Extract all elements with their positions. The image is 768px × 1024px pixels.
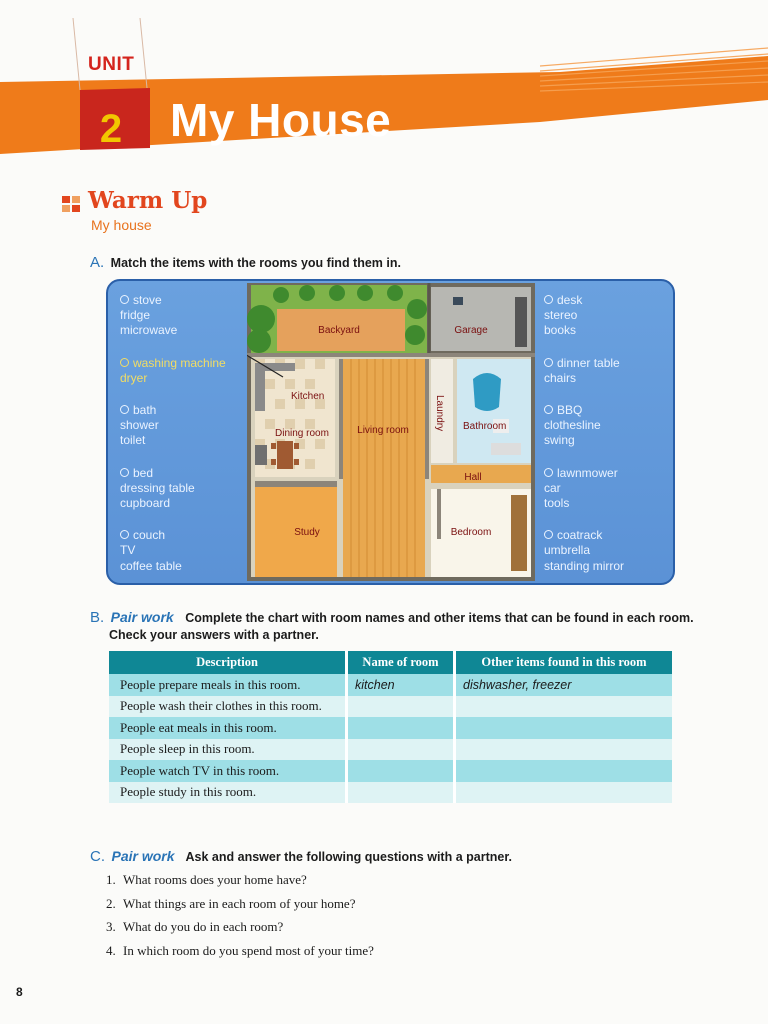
table-header-room: Name of room (347, 651, 455, 674)
item-label (544, 559, 675, 574)
question-text: What do you do in each room? (123, 919, 284, 935)
left-item-list (120, 293, 255, 585)
item-text: desk (557, 293, 583, 307)
question-number: 1. (106, 872, 116, 887)
item-text: lawnmower (557, 465, 618, 480)
question-text: What rooms does your home have? (123, 872, 307, 887)
item-text: stove (133, 293, 162, 307)
exercise-a-letter: A. (90, 254, 105, 271)
item-text: tools (544, 496, 570, 511)
item-text: swing (544, 433, 575, 448)
unit-banner (0, 18, 768, 158)
question-number: 2. (106, 895, 116, 911)
description-cell: People wash their clothes in this room. (109, 696, 347, 718)
bullet-icon (544, 295, 553, 304)
table-header-items: Other items found in this room (455, 651, 673, 674)
item-label (120, 433, 255, 448)
bullet-icon (120, 530, 129, 539)
item-text: umbrella (544, 543, 591, 558)
room-label-living-room: Living room (357, 425, 409, 436)
table-row (109, 696, 672, 718)
unit-number: 2 (99, 107, 123, 151)
bullet-icon (544, 358, 553, 367)
exercise-a-instruction: Match the items with the rooms you find them in. (110, 256, 401, 270)
item-label (120, 559, 255, 574)
item-label (120, 418, 255, 433)
description-cell: People prepare meals in this room. (109, 674, 347, 696)
table-row (109, 717, 672, 739)
item-label (120, 371, 255, 386)
description-cell: People eat meals in this room. (109, 717, 347, 739)
room-cell[interactable] (347, 760, 455, 782)
question-item (106, 943, 374, 967)
room-label-study: Study (294, 527, 320, 538)
left-item-group (120, 356, 255, 386)
bullet-icon (120, 358, 129, 367)
right-item-group (544, 466, 675, 512)
house-floor-plan (247, 283, 535, 581)
exercise-b-letter: B. (90, 609, 105, 626)
item-label (544, 323, 675, 338)
item-text: dryer (120, 370, 148, 385)
question-text: What things are in each room of your home? (123, 895, 356, 911)
exercise-c-letter: C. (90, 848, 105, 865)
item-text: cupboard (120, 496, 171, 511)
question-list (106, 872, 374, 966)
item-text: coffee table (120, 558, 182, 573)
item-label (120, 323, 255, 338)
item-text: chairs (544, 370, 577, 385)
items-cell[interactable] (455, 760, 673, 782)
item-label (544, 466, 675, 481)
item-label (120, 496, 255, 511)
item-label (544, 481, 675, 496)
description-cell: People watch TV in this room. (109, 760, 347, 782)
bullet-icon (544, 405, 553, 414)
items-cell[interactable] (455, 696, 673, 718)
item-label (120, 543, 255, 558)
item-label (120, 356, 255, 371)
bullet-icon (120, 405, 129, 414)
table-row (109, 782, 672, 804)
exercise-a-heading (90, 254, 401, 271)
item-text: bed (133, 465, 154, 480)
item-label (120, 293, 255, 308)
room-label-garage: Garage (454, 325, 488, 336)
room-cell[interactable]: kitchen (347, 674, 455, 696)
bullet-icon (120, 295, 129, 304)
item-text: coatrack (557, 528, 603, 543)
room-label-bedroom: Bedroom (450, 527, 492, 538)
item-text: dressing table (120, 480, 195, 495)
item-text: dinner table (557, 355, 620, 370)
question-item (106, 872, 374, 896)
description-cell: People study in this room. (109, 782, 347, 804)
item-label (120, 308, 255, 323)
floor-plan-panel (106, 279, 675, 585)
right-item-group (544, 528, 675, 574)
description-cell: People sleep in this room. (109, 739, 347, 761)
room-cell[interactable] (347, 739, 455, 761)
exercise-c-instruction: Ask and answer the following questions with a partner. (185, 850, 512, 864)
unit-label: UNIT (88, 54, 135, 75)
right-item-group (544, 403, 675, 449)
question-text: In which room do you spend most of your time? (123, 942, 374, 958)
unit-title: My House (170, 94, 392, 146)
left-item-group (120, 528, 255, 574)
question-number: 4. (106, 942, 116, 958)
item-text: fridge (120, 308, 151, 323)
items-cell[interactable] (455, 717, 673, 739)
room-label-backyard: Backyard (318, 325, 360, 336)
table-row (109, 674, 672, 696)
item-text: couch (133, 528, 166, 543)
room-label-hall: Hall (464, 472, 482, 483)
item-text: TV (120, 543, 136, 558)
item-label (544, 543, 675, 558)
living-room-area (343, 359, 425, 577)
room-cell[interactable] (347, 696, 455, 718)
item-text: bath (133, 403, 157, 418)
item-label (544, 403, 675, 418)
room-cell[interactable] (347, 782, 455, 804)
items-cell[interactable]: dishwasher, freezer (455, 674, 673, 696)
table-header-description: Description (109, 651, 347, 674)
right-item-group (544, 356, 675, 386)
item-label (544, 418, 675, 433)
left-item-group (120, 466, 255, 512)
right-item-list (544, 293, 675, 585)
item-text: microwave (120, 323, 178, 338)
exercise-c-heading (90, 848, 512, 865)
item-label (120, 403, 255, 418)
item-label (544, 433, 675, 448)
room-label-kitchen: Kitchen (291, 391, 325, 402)
left-item-group (120, 293, 255, 339)
item-label (120, 481, 255, 496)
exercise-c-pair-work: Pair work (111, 848, 175, 864)
items-cell[interactable] (455, 782, 673, 804)
item-text: standing mirror (544, 558, 625, 573)
bullet-icon (120, 468, 129, 477)
table-header-row (109, 651, 672, 674)
item-label (544, 371, 675, 386)
item-label (544, 308, 675, 323)
warm-up-grid-icon (62, 196, 82, 214)
table-row (109, 739, 672, 761)
item-label (544, 496, 675, 511)
exercise-b-heading (90, 609, 694, 626)
item-text: toilet (120, 433, 146, 448)
room-cell[interactable] (347, 717, 455, 739)
item-label (120, 466, 255, 481)
item-text: BBQ (557, 403, 583, 418)
question-item (106, 919, 374, 943)
item-text: washing machine (133, 355, 226, 370)
items-cell[interactable] (455, 739, 673, 761)
item-text: shower (120, 418, 159, 433)
item-label (544, 528, 675, 543)
item-label (544, 293, 675, 308)
question-item (106, 896, 374, 920)
item-text: books (544, 323, 577, 338)
item-text: stereo (544, 308, 578, 323)
room-label-dining-room: Dining room (275, 428, 329, 439)
right-item-group (544, 293, 675, 339)
bullet-icon (544, 468, 553, 477)
room-label-bathroom: Bathroom (463, 421, 507, 432)
item-label (544, 356, 675, 371)
section-subtitle: My house (91, 217, 152, 233)
bullet-icon (544, 530, 553, 539)
item-text: car (544, 480, 561, 495)
left-item-group (120, 403, 255, 449)
exercise-b-instruction-2: Check your answers with a partner. (109, 628, 319, 642)
room-chart-table (109, 651, 672, 803)
room-label-laundry: Laundry (434, 395, 445, 432)
question-number: 3. (106, 919, 116, 935)
table-row (109, 760, 672, 782)
exercise-b-instruction-1: Complete the chart with room names and other items that can be found in each room. (185, 611, 694, 625)
exercise-b-pair-work: Pair work (110, 609, 174, 625)
section-title: Warm Up (88, 187, 208, 214)
item-label (120, 528, 255, 543)
item-text: clothesline (544, 418, 601, 433)
page-number: 8 (16, 985, 23, 999)
